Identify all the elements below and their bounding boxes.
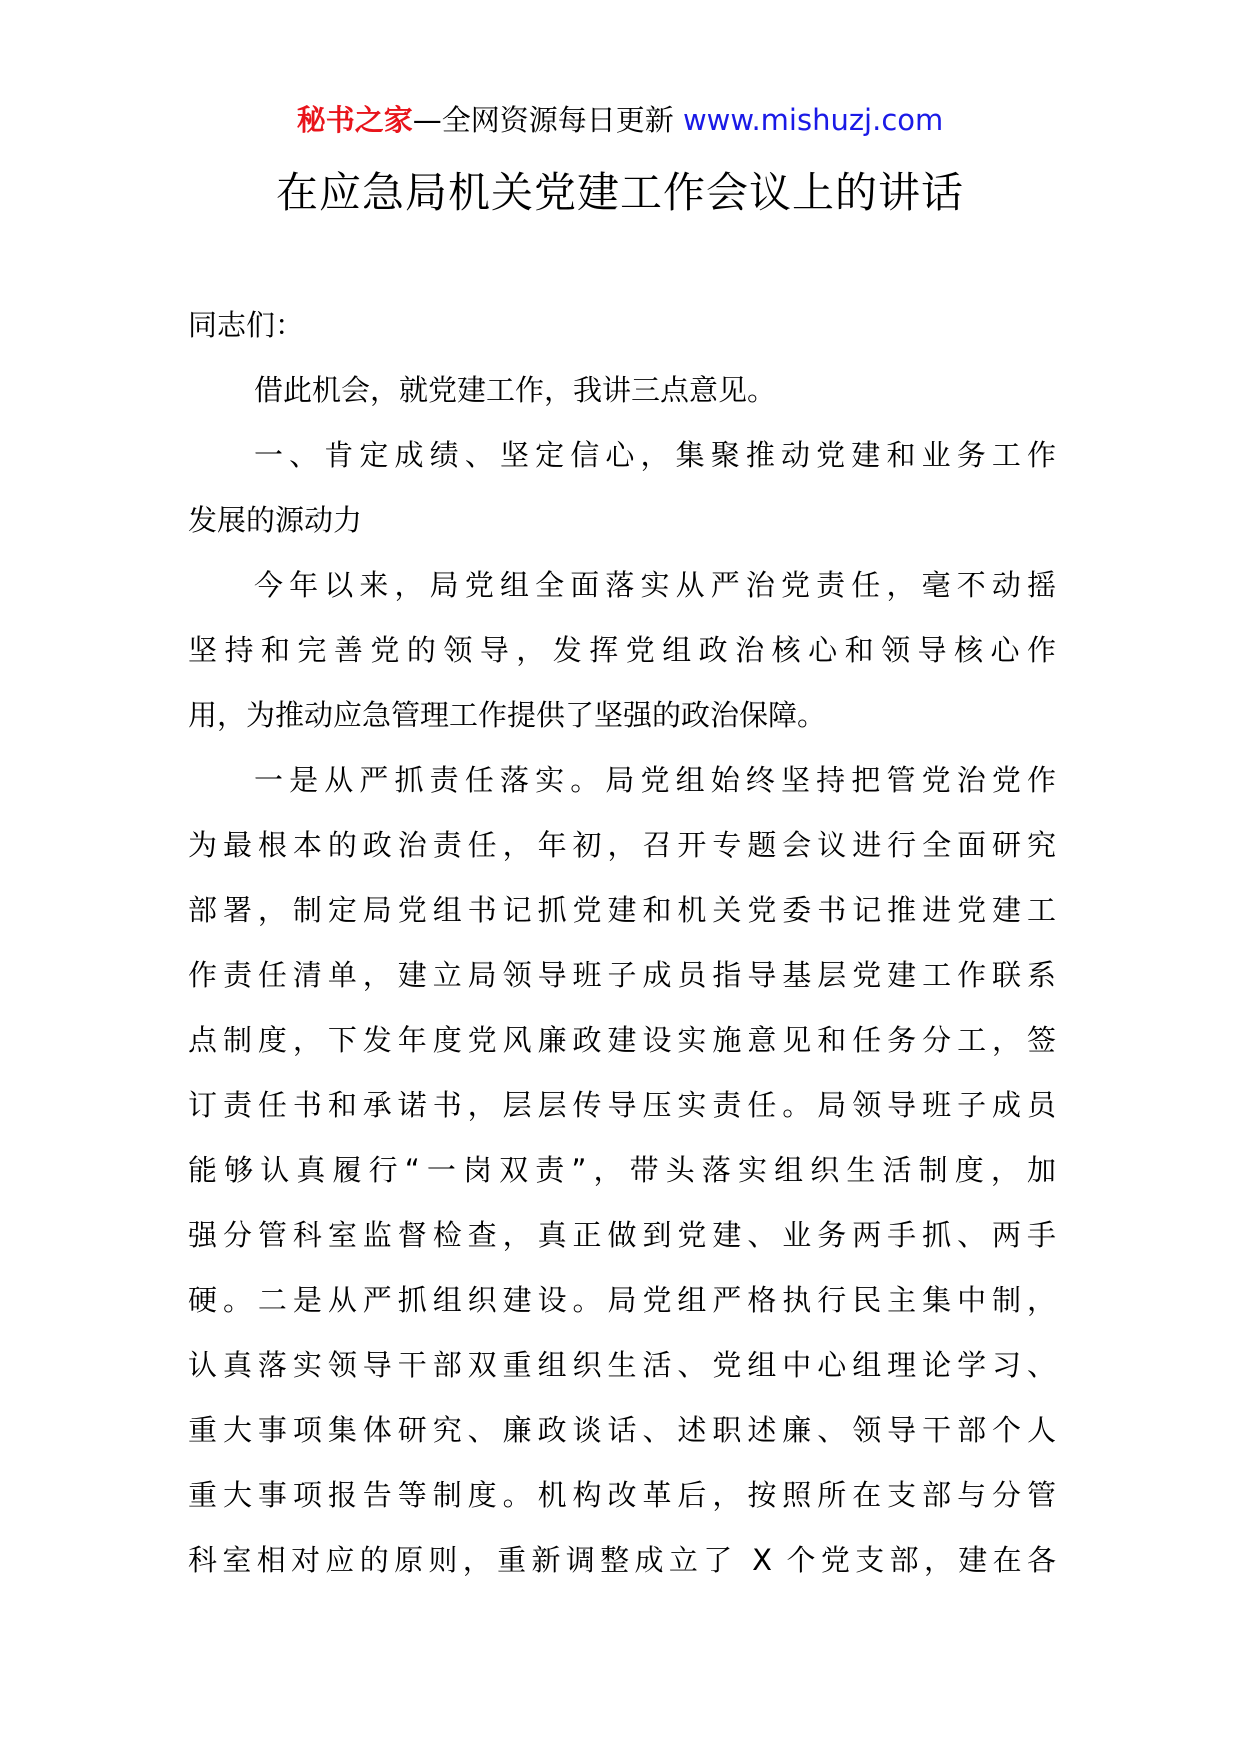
section-heading-line: 一、肯定成绩、坚定信心，集聚推动党建和业务工作 <box>254 438 1056 472</box>
document-body <box>188 293 1056 1593</box>
body-line: 能够认真履行“一岗双责”，带头落实组织生活制度，加 <box>188 1153 1056 1187</box>
body-line: 今年以来，局党组全面落实从严治党责任，毫不动摇 <box>254 568 1056 602</box>
body-line: 订责任书和承诺书，层层传导压实责任。局领导班子成员 <box>188 1088 1056 1122</box>
body-line: 科室相对应的原则，重新调整成立了 X 个党支部，建在各 <box>188 1543 1056 1577</box>
body-line: 用，为推动应急管理工作提供了坚强的政治保障。 <box>188 698 827 732</box>
document-title: 在应急局机关党建工作会议上的讲话 <box>275 168 964 217</box>
site-tagline: —全网资源每日更新 <box>412 103 683 137</box>
body-line: 一是从严抓责任落实。局党组始终坚持把管党治党作 <box>254 763 1056 797</box>
salutation: 同志们： <box>188 308 305 342</box>
section-heading-line: 发展的源动力 <box>188 503 363 537</box>
body-line: 硬。二是从严抓组织建设。局党组严格执行民主集中制， <box>188 1283 1056 1317</box>
body-line: 强分管科室监督检查，真正做到党建、业务两手抓、两手 <box>188 1218 1056 1252</box>
body-line: 重大事项报告等制度。机构改革后，按照所在支部与分管 <box>188 1478 1056 1512</box>
body-line: 作责任清单，建立局领导班子成员指导基层党建工作联系 <box>188 958 1056 992</box>
site-url-link[interactable]: www.mishuzj.com <box>682 103 944 137</box>
body-line: 借此机会，就党建工作，我讲三点意见。 <box>254 373 777 407</box>
site-header <box>0 100 1240 140</box>
body-line: 为最根本的政治责任，年初，召开专题会议进行全面研究 <box>188 828 1056 862</box>
site-brand: 秘书之家 <box>296 103 413 137</box>
body-line: 认真落实领导干部双重组织生活、党组中心组理论学习、 <box>188 1348 1056 1382</box>
body-line: 点制度，下发年度党风廉政建设实施意见和任务分工，签 <box>188 1023 1056 1057</box>
body-line: 部署，制定局党组书记抓党建和机关党委书记推进党建工 <box>188 893 1056 927</box>
body-line: 重大事项集体研究、廉政谈话、述职述廉、领导干部个人 <box>188 1413 1056 1447</box>
body-line: 坚持和完善党的领导，发挥党组政治核心和领导核心作 <box>188 633 1056 667</box>
